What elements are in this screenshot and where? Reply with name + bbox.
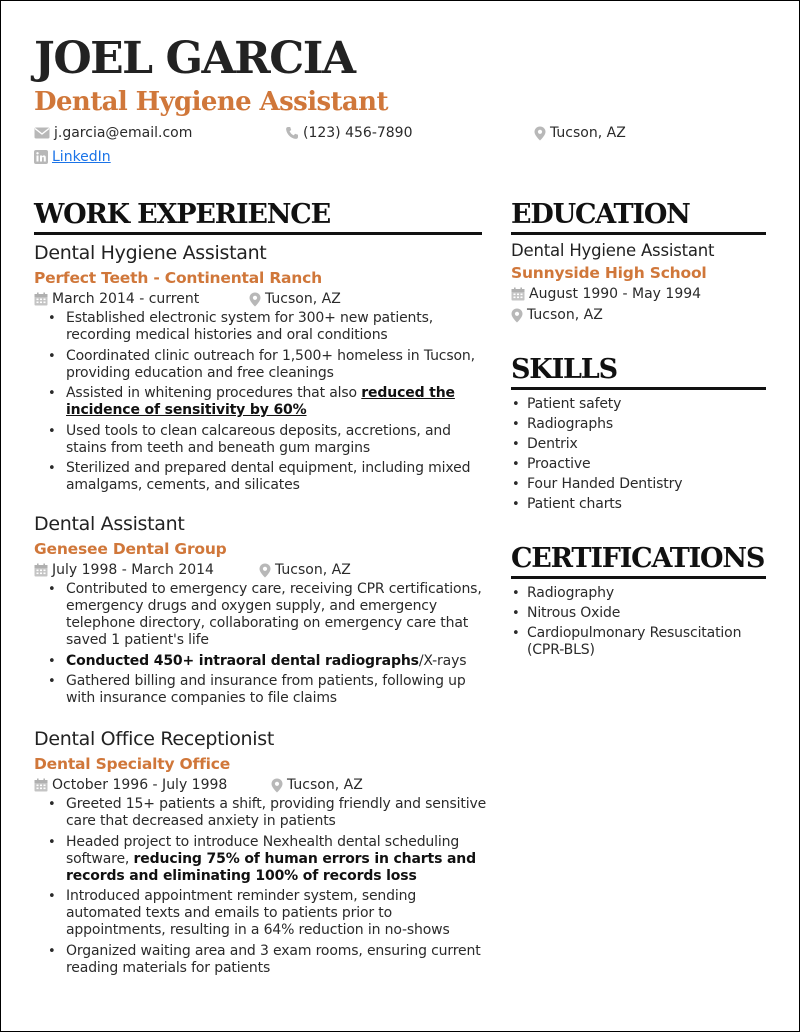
certification-item: • Nitrous Oxide (511, 605, 771, 622)
bullet-item: • Introduced appointment reminder system, sending automated texts and emails to patients prior to appointments, resulting in a 64% reduction in no-shows (34, 888, 494, 939)
section-heading-education: EDUCATION (511, 198, 766, 235)
contact-phone (285, 124, 413, 142)
job-location-text: Tucson, AZ (287, 777, 363, 793)
job-location-text: Tucson, AZ (275, 562, 351, 578)
bullet-item: • Organized waiting area and 3 exam rooms, ensuring current reading materials for patients (34, 943, 494, 977)
job-location-text: Tucson, AZ (265, 291, 341, 307)
job-dates (34, 290, 199, 308)
calendar-icon (34, 778, 48, 792)
contact-linkedin (34, 148, 111, 166)
job-dates-text: October 1996 - July 1998 (52, 777, 228, 793)
skill-item: • Dentrix (511, 436, 771, 453)
school-name: Sunnyside High School (511, 264, 707, 282)
bullet-item: • Sterilized and prepared dental equipment, including mixed amalgams, cements, and silicates (34, 460, 494, 494)
skill-item: • Radiographs (511, 416, 771, 433)
skill-item: • Four Handed Dentistry (511, 476, 771, 493)
bullet-item: • Used tools to clean calcareous deposits, accretions, and stains from teeth and beneath gum margins (34, 423, 494, 457)
education-dates-text: August 1990 - May 1994 (529, 286, 702, 302)
contact-email (34, 124, 192, 142)
job-dates-text: July 1998 - March 2014 (52, 562, 214, 578)
bullet-item: • Gathered billing and insurance from patients, following up with insurance companies to file claims (34, 673, 494, 707)
job-dates (34, 561, 214, 579)
calendar-icon (34, 563, 48, 577)
phone-text: (123) 456-7890 (303, 125, 413, 141)
bullet-item: • Contributed to emergency care, receiving CPR certifications, emergency drugs and oxygen supply, and emergency telephone directory, collaborating on emergency care that saved 1 patient's life (34, 581, 494, 649)
section-heading-certifications: CERTIFICATIONS (511, 542, 766, 579)
skills-list (511, 396, 771, 516)
job-bullets (34, 796, 494, 980)
certifications-list (511, 585, 771, 662)
location-pin-icon (271, 778, 283, 793)
job-title: Dental Assistant (34, 513, 185, 535)
job-title: Dental Hygiene Assistant (34, 242, 267, 264)
location-pin-icon (511, 308, 523, 323)
education-location-text: Tucson, AZ (527, 307, 603, 323)
email-text: j.garcia@email.com (54, 125, 193, 141)
skill-item: • Proactive (511, 456, 771, 473)
degree-name: Dental Hygiene Assistant (511, 241, 715, 260)
resume-title: Dental Hygiene Assistant (34, 87, 388, 117)
certification-item: • Cardiopulmonary Resuscitation (CPR-BLS) (511, 625, 771, 659)
job-location (271, 776, 363, 794)
company-name: Dental Specialty Office (34, 755, 231, 773)
bullet-item: • Coordinated clinic outreach for 1,500+ homeless in Tucson, providing education and free cleanings (34, 348, 494, 382)
bullet-item: • Established electronic system for 300+ new patients, recording medical histories and oral conditions (34, 310, 494, 344)
linkedin-link[interactable]: LinkedIn (52, 149, 111, 165)
company-name: Perfect Teeth - Continental Ranch (34, 269, 322, 287)
calendar-icon (511, 287, 525, 301)
location-pin-icon (259, 563, 271, 578)
bullet-item: • Conducted 450+ intraoral dental radiographs/X-rays (34, 653, 494, 670)
job-bullets (34, 581, 494, 711)
education-dates (511, 285, 701, 303)
contact-location (534, 124, 626, 142)
job-dates-text: March 2014 - current (52, 291, 200, 307)
linkedin-icon (34, 150, 48, 164)
calendar-icon (34, 292, 48, 306)
phone-icon (285, 126, 299, 140)
certification-item: • Radiography (511, 585, 771, 602)
bullet-item: • Greeted 15+ patients a shift, providing friendly and sensitive care that decreased anxiety in patients (34, 796, 494, 830)
bullet-item: • Assisted in whitening procedures that also reduced the incidence of sensitivity by 60% (34, 385, 494, 419)
location-pin-icon (534, 126, 546, 141)
bullet-item: • Headed project to introduce Nexhealth dental scheduling software, reducing 75% of human errors in charts and records and eliminating 100% of records loss (34, 834, 494, 885)
skill-item: • Patient charts (511, 496, 771, 513)
company-name: Genesee Dental Group (34, 540, 227, 558)
job-location (249, 290, 341, 308)
job-dates (34, 776, 227, 794)
location-pin-icon (249, 292, 261, 307)
job-bullets (34, 310, 494, 498)
skill-item: • Patient safety (511, 396, 771, 413)
job-location (259, 561, 351, 579)
envelope-icon (34, 127, 50, 139)
section-heading-skills: SKILLS (511, 353, 766, 390)
resume-name: JOEL GARCIA (34, 33, 355, 84)
job-title: Dental Office Receptionist (34, 728, 275, 750)
section-heading-work: WORK EXPERIENCE (34, 198, 482, 235)
location-text: Tucson, AZ (550, 125, 626, 141)
education-location (511, 306, 603, 324)
